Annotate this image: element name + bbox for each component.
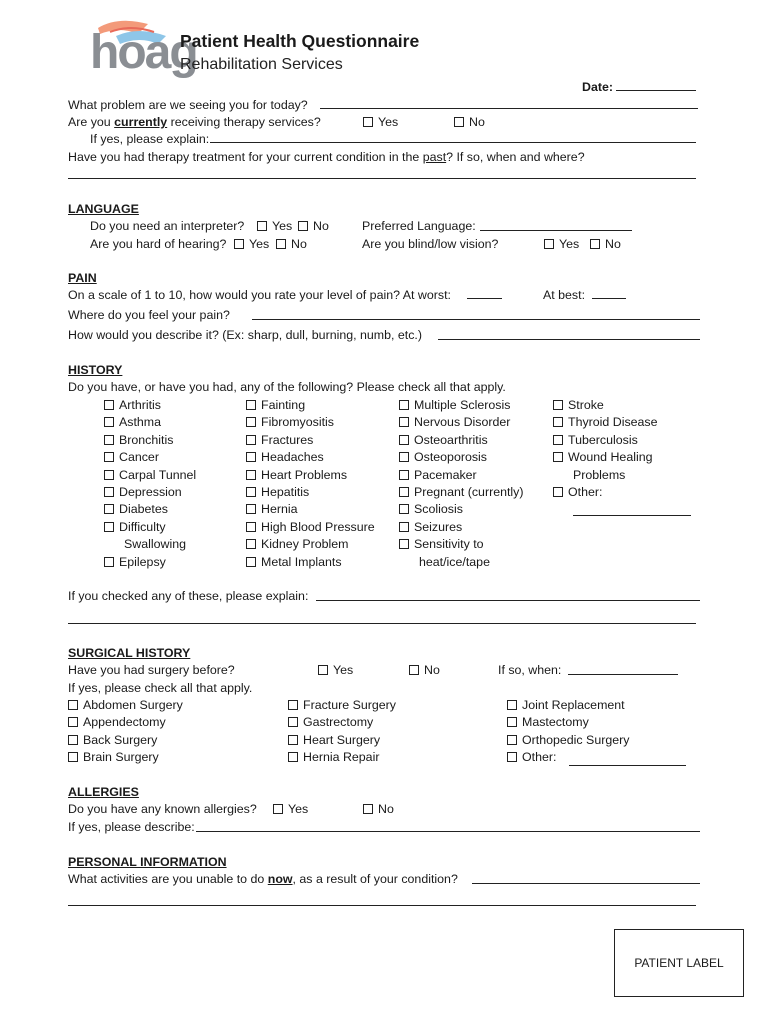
pain-heading: PAIN — [68, 271, 97, 285]
history-condition-checkbox[interactable] — [553, 449, 653, 465]
activities-line[interactable] — [472, 883, 700, 884]
blind-yes-label: Yes — [559, 237, 580, 251]
surgery-yes-label: Yes — [333, 663, 354, 677]
history-condition-label: Stroke — [568, 398, 604, 412]
interpreter-no-label: No — [313, 219, 329, 233]
history-condition-label: Fractures — [261, 432, 314, 447]
history-condition-checkbox[interactable] — [246, 519, 375, 535]
therapy-q-emph: currently — [114, 115, 168, 129]
history-condition-checkbox[interactable] — [246, 501, 298, 517]
surgery-question: Have you had surgery before? — [68, 663, 235, 677]
pain-where-line[interactable] — [252, 319, 700, 320]
surgery-type-checkbox[interactable] — [288, 749, 379, 765]
history-condition-checkbox[interactable] — [104, 501, 168, 517]
history-condition-label: Cancer — [119, 450, 159, 465]
surgery-other-line[interactable] — [569, 765, 686, 766]
history-condition-label: Tuberculosis — [568, 432, 638, 447]
history-condition-label: Multiple Sclerosis — [414, 398, 511, 412]
surgery-type-label: Heart Surgery — [303, 732, 381, 747]
problem-label: What problem are we seeing you for today? — [68, 98, 308, 112]
surgery-when-label: If so, when: — [498, 663, 562, 677]
therapy-q-post: receiving therapy services? — [167, 115, 321, 129]
pain-scale-question: On a scale of 1 to 10, how would you rate your level of pain? At worst: — [68, 288, 451, 302]
date-field[interactable] — [582, 79, 696, 95]
history-condition-label: Fainting — [261, 398, 306, 412]
surgery-when-line[interactable] — [568, 674, 678, 675]
history-condition-checkbox[interactable] — [246, 484, 309, 500]
allergies-describe-label: If yes, please describe: — [68, 820, 195, 834]
history-condition-checkbox[interactable] — [399, 484, 524, 500]
pain-worst-line[interactable] — [467, 298, 502, 299]
history-condition-label: Wound Healing — [568, 450, 653, 465]
history-condition-label: Nervous Disorder — [414, 415, 511, 430]
history-condition-label: Bronchitis — [119, 432, 174, 447]
history-condition-checkbox[interactable] — [553, 397, 604, 413]
past-therapy-question — [68, 149, 585, 165]
history-condition-checkbox[interactable] — [104, 414, 161, 430]
personal-heading: PERSONAL INFORMATION — [68, 855, 227, 869]
surgery-type-checkbox[interactable] — [507, 749, 556, 765]
history-condition-label: Thyroid Disease — [568, 415, 658, 430]
surgery-type-label: Other: — [522, 750, 557, 765]
history-condition-checkbox[interactable] — [246, 536, 348, 552]
therapy-no-label: No — [469, 115, 485, 129]
allergies-no-label: No — [378, 802, 394, 816]
past-therapy-line[interactable] — [68, 178, 696, 179]
pain-describe-line[interactable] — [438, 339, 700, 340]
checkbox-label-continued — [104, 536, 186, 552]
therapy-yes-label: Yes — [378, 115, 399, 129]
history-condition-label: Osteoarthritis — [414, 432, 488, 447]
history-condition-checkbox[interactable] — [104, 484, 182, 500]
surgery-type-checkbox[interactable] — [507, 732, 629, 748]
history-condition-label: Heart Problems — [261, 467, 348, 482]
history-condition-checkbox[interactable] — [553, 432, 638, 448]
history-condition-label: Pacemaker — [414, 467, 477, 482]
interpreter-question: Do you need an interpreter? — [90, 219, 245, 233]
history-condition-label: Pregnant (currently) — [414, 485, 524, 499]
history-explain-label: If you checked any of these, please explain: — [68, 589, 309, 603]
history-condition-label: Asthma — [119, 415, 162, 430]
history-explain-line-2[interactable] — [68, 623, 696, 624]
history-condition-checkbox[interactable] — [246, 414, 334, 430]
surgery-type-label: Back Surgery — [83, 732, 158, 747]
allergies-no-checkbox[interactable] — [363, 801, 394, 817]
hearing-yes-checkbox[interactable] — [234, 236, 269, 252]
allergies-question: Do you have any known allergies? — [68, 802, 257, 816]
history-condition-label: Other: — [568, 485, 603, 499]
history-condition-checkbox[interactable] — [246, 449, 324, 465]
therapy-q-pre: Are you — [68, 115, 115, 129]
history-condition-label: Fibromyositis — [261, 415, 334, 430]
past-q-post: ? If so, when and where? — [446, 150, 585, 164]
surgery-type-checkbox[interactable] — [507, 697, 625, 713]
surgery-type-checkbox[interactable] — [68, 697, 183, 713]
past-q-emph: past — [422, 150, 447, 164]
surgery-type-checkbox[interactable] — [68, 732, 157, 748]
history-condition-label: Problems — [573, 467, 626, 482]
surgery-type-checkbox[interactable] — [68, 749, 159, 765]
activities-q-post: , as a result of your condition? — [292, 872, 458, 886]
pain-best-label: At best: — [543, 288, 586, 302]
surgery-type-label: Joint Replacement — [522, 698, 625, 712]
allergies-describe-line[interactable] — [196, 831, 700, 832]
history-condition-label: Carpal Tunnel — [119, 467, 197, 482]
activities-q-emph: now — [267, 872, 293, 886]
preferred-language-line[interactable] — [480, 230, 632, 231]
history-condition-label: Hepatitis — [261, 485, 310, 499]
checkbox-label-continued — [399, 554, 490, 570]
activities-line-2[interactable] — [68, 905, 696, 906]
history-condition-checkbox[interactable] — [246, 467, 347, 483]
history-condition-label: Scoliosis — [414, 502, 463, 517]
surgical-heading: SURGICAL HISTORY — [68, 646, 191, 660]
history-condition-label: Metal Implants — [261, 554, 342, 569]
history-condition-label: heat/ice/tape — [419, 554, 490, 569]
surgery-check-prompt: If yes, please check all that apply. — [68, 681, 253, 695]
history-condition-checkbox[interactable] — [399, 414, 510, 430]
blind-no-checkbox[interactable] — [590, 236, 621, 252]
surgery-type-checkbox[interactable] — [507, 714, 589, 730]
surgery-type-label: Gastrectomy — [303, 715, 374, 730]
history-condition-checkbox[interactable] — [104, 467, 196, 483]
blind-no-label: No — [605, 237, 621, 251]
interpreter-yes-label: Yes — [272, 219, 293, 233]
allergies-yes-checkbox[interactable] — [273, 801, 308, 817]
history-condition-checkbox[interactable] — [399, 397, 510, 413]
history-condition-checkbox[interactable] — [399, 449, 487, 465]
history-condition-label: Depression — [119, 485, 182, 499]
history-condition-label: Hernia — [261, 502, 298, 517]
surgery-type-label: Orthopedic Surgery — [522, 732, 630, 747]
therapy-no-checkbox[interactable] — [454, 114, 485, 130]
surgery-type-label: Fracture Surgery — [303, 698, 396, 712]
allergies-heading: ALLERGIES — [68, 785, 139, 799]
logo-text: hoag — [90, 26, 197, 79]
hearing-no-checkbox[interactable] — [276, 236, 307, 252]
history-condition-label: Arthritis — [119, 398, 161, 412]
history-condition-checkbox[interactable] — [399, 467, 477, 483]
pain-where-question: Where do you feel your pain? — [68, 308, 230, 322]
problem-line[interactable] — [320, 108, 698, 109]
history-condition-checkbox[interactable] — [104, 554, 166, 570]
history-condition-label: Kidney Problem — [261, 537, 349, 552]
surgery-type-checkbox[interactable] — [288, 732, 380, 748]
hearing-no-label: No — [291, 237, 307, 251]
surgery-type-checkbox[interactable] — [68, 714, 166, 730]
surgery-type-label: Appendectomy — [83, 715, 166, 730]
blind-question: Are you blind/low vision? — [362, 237, 499, 251]
history-condition-checkbox[interactable] — [399, 432, 488, 448]
history-condition-checkbox[interactable] — [104, 397, 161, 413]
history-condition-checkbox[interactable] — [553, 484, 602, 500]
page-title: Patient Health Questionnaire — [180, 31, 420, 51]
history-prompt: Do you have, or have you had, any of the following? Please check all that apply. — [68, 380, 506, 394]
surgery-type-label: Hernia Repair — [303, 750, 380, 765]
therapy-explain-line[interactable] — [210, 142, 696, 143]
activities-question — [68, 871, 458, 887]
history-condition-checkbox[interactable] — [104, 449, 159, 465]
history-condition-label: Seizures — [414, 519, 463, 534]
history-condition-checkbox[interactable] — [246, 554, 342, 570]
activities-q-pre: What activities are you unable to do — [68, 872, 268, 886]
blind-yes-checkbox[interactable] — [544, 236, 579, 252]
allergies-yes-label: Yes — [288, 802, 309, 816]
history-condition-checkbox[interactable] — [399, 501, 463, 517]
surgery-type-checkbox[interactable] — [288, 697, 396, 713]
checkbox-label-continued — [553, 467, 625, 483]
history-condition-checkbox[interactable] — [104, 432, 173, 448]
hearing-question: Are you hard of hearing? — [90, 237, 227, 251]
preferred-language-label: Preferred Language: — [362, 219, 476, 233]
surgery-type-label: Brain Surgery — [83, 750, 159, 765]
interpreter-no-checkbox[interactable] — [298, 218, 329, 234]
page-subtitle: Rehabilitation Services — [180, 56, 343, 73]
surgery-type-checkbox[interactable] — [288, 714, 373, 730]
history-heading: HISTORY — [68, 363, 123, 377]
therapy-question — [68, 114, 321, 130]
date-label: Date: — [582, 80, 613, 94]
history-condition-checkbox[interactable] — [104, 519, 166, 535]
hearing-yes-label: Yes — [249, 237, 270, 251]
language-heading: LANGUAGE — [68, 202, 139, 216]
interpreter-yes-checkbox[interactable] — [257, 218, 292, 234]
history-condition-label: Epilepsy — [119, 554, 166, 569]
history-condition-label: Swallowing — [124, 537, 186, 552]
history-condition-checkbox[interactable] — [553, 414, 658, 430]
patient-label-box — [614, 929, 744, 997]
surgery-yes-checkbox[interactable] — [318, 662, 353, 678]
therapy-yes-checkbox[interactable] — [363, 114, 398, 130]
history-condition-label: Difficulty — [119, 519, 166, 534]
pain-describe-question: How would you describe it? (Ex: sharp, dull, burning, numb, etc.) — [68, 328, 422, 342]
surgery-type-label: Abdomen Surgery — [83, 698, 183, 712]
surgery-type-label: Mastectomy — [522, 715, 589, 730]
history-condition-label: Headaches — [261, 450, 324, 465]
history-condition-checkbox[interactable] — [246, 397, 305, 413]
patient-label-text: PATIENT LABEL — [634, 956, 724, 970]
surgery-no-checkbox[interactable] — [409, 662, 440, 678]
history-condition-label: Sensitivity to — [414, 537, 484, 552]
history-condition-checkbox[interactable] — [399, 536, 484, 552]
pain-best-line[interactable] — [592, 298, 626, 299]
history-other-line[interactable] — [573, 515, 691, 516]
history-condition-checkbox[interactable] — [399, 519, 462, 535]
surgery-no-label: No — [424, 663, 440, 677]
history-condition-label: High Blood Pressure — [261, 519, 375, 534]
past-q-pre: Have you had therapy treatment for your current condition in the — [68, 150, 423, 164]
history-condition-checkbox[interactable] — [246, 432, 313, 448]
history-explain-line[interactable] — [316, 600, 700, 601]
history-condition-label: Diabetes — [119, 502, 168, 517]
history-condition-label: Osteoporosis — [414, 450, 488, 465]
therapy-explain-label: If yes, please explain: — [90, 132, 210, 146]
problem-question — [68, 97, 308, 113]
date-blank[interactable] — [616, 79, 696, 91]
